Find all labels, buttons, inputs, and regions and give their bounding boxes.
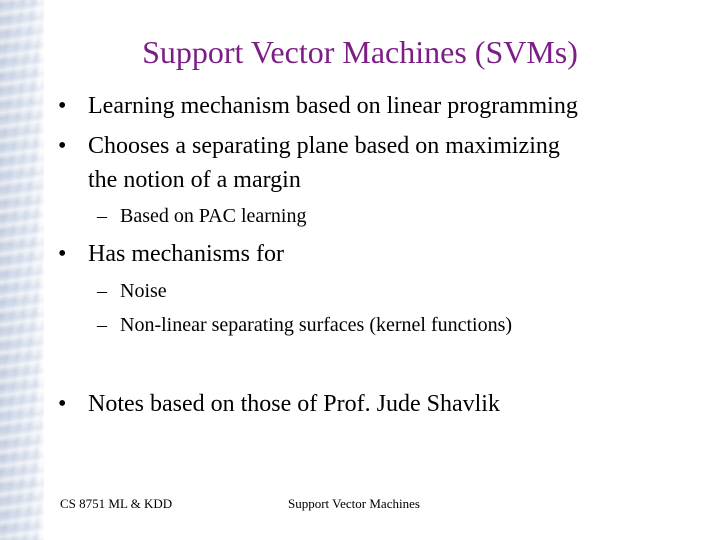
slide-title: Support Vector Machines (SVMs) [142, 34, 578, 70]
bullet-icon: • [58, 133, 67, 159]
dash-icon: – [97, 280, 107, 302]
subbullet-text: Noise [120, 280, 167, 302]
bullet-icon: • [58, 391, 67, 417]
bullet-text: Notes based on those of Prof. Jude Shavlik [88, 391, 500, 417]
bullet-icon: • [58, 241, 67, 267]
bullet-continuation-text: the notion of a margin [88, 167, 301, 193]
footer-course: CS 8751 ML & KDD [60, 496, 173, 511]
bullet-icon: • [58, 93, 67, 119]
bullet-text: Chooses a separating plane based on maximizing [88, 133, 560, 159]
dash-icon: – [97, 314, 107, 336]
bullet-text: Has mechanisms for [88, 241, 284, 267]
marble-border-fade [36, 0, 52, 540]
subbullet-text: Non-linear separating surfaces (kernel functions) [120, 314, 513, 336]
subbullet-text: Based on PAC learning [120, 205, 307, 227]
dash-icon: – [97, 205, 107, 227]
footer-topic: Support Vector Machines [288, 496, 420, 511]
bullet-text: Learning mechanism based on linear programming [88, 93, 578, 119]
